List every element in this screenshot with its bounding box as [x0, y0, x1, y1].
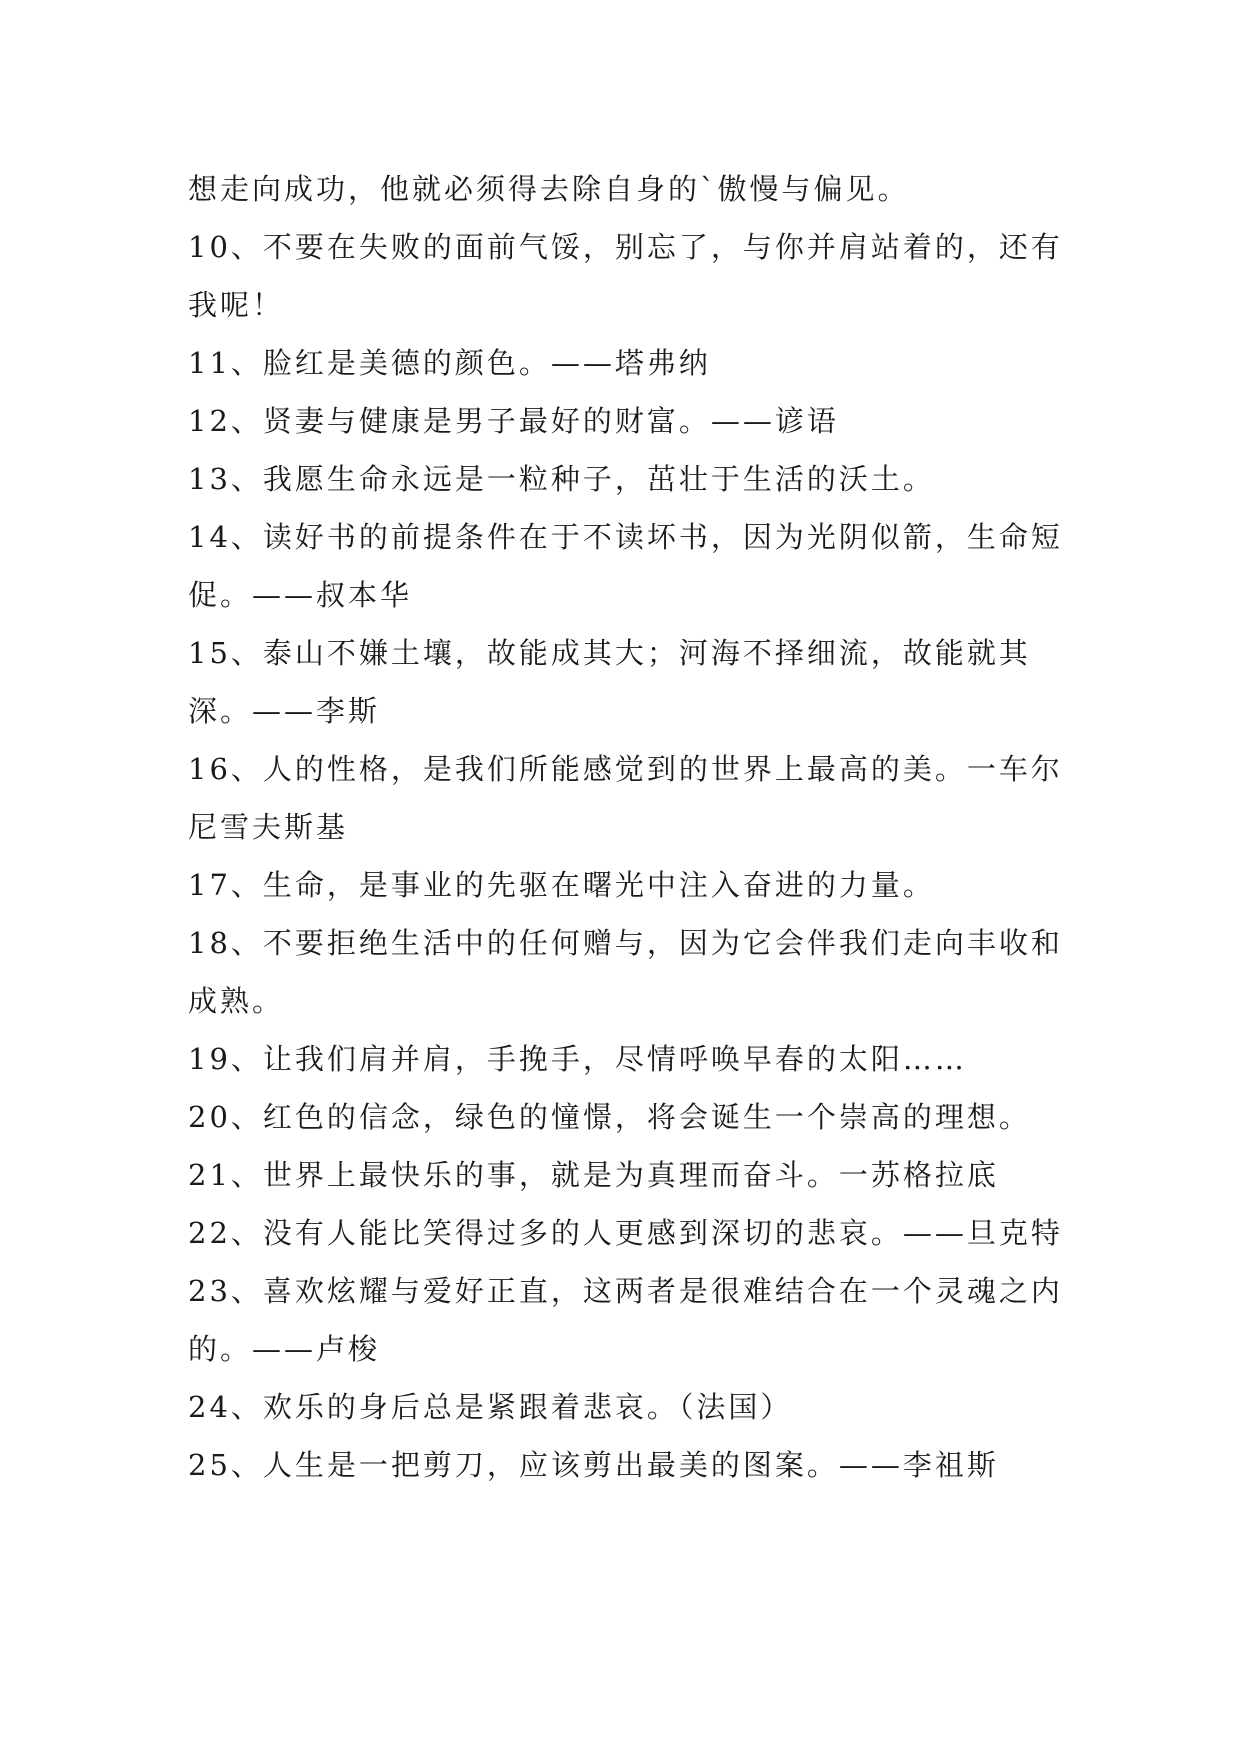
quote-item-23: 23、喜欢炫耀与爱好正直，这两者是很难结合在一个灵魂之内的。——卢梭: [188, 1274, 1063, 1366]
quote-item-20: 20、红色的信念，绿色的憧憬，将会诞生一个崇高的理想。: [188, 1100, 1031, 1134]
quote-item-14: 14、读好书的前提条件在于不读坏书，因为光阴似箭，生命短促。——叔本华: [188, 520, 1063, 612]
quote-item-18: 18、不要拒绝生活中的任何赠与，因为它会伴我们走向丰收和成熟。: [188, 926, 1063, 1018]
quote-item-15: 15、泰山不嫌土壤，故能成其大；河海不择细流，故能就其深。——李斯: [188, 636, 1031, 728]
quote-item-13: 13、我愿生命永远是一粒种子，茁壮于生活的沃土。: [188, 462, 935, 496]
paragraph-continuation: 想走向成功，他就必须得去除自身的`傲慢与偏见。: [188, 172, 910, 206]
quote-item-19: 19、让我们肩并肩，手挽手，尽情呼唤早春的太阳……: [188, 1042, 967, 1076]
quote-item-22: 22、没有人能比笑得过多的人更感到深切的悲哀。——旦克特: [188, 1216, 1063, 1250]
quote-item-16: 16、人的性格，是我们所能感觉到的世界上最高的美。一车尔尼雪夫斯基: [188, 752, 1063, 844]
quote-item-24: 24、欢乐的身后总是紧跟着悲哀。（法国）: [188, 1390, 793, 1424]
quote-item-10: 10、不要在失败的面前气馁，别忘了，与你并肩站着的，还有我呢！: [188, 230, 1063, 322]
document-body: [188, 160, 1068, 1494]
quote-item-12: 12、贤妻与健康是男子最好的财富。——谚语: [188, 404, 839, 438]
quote-item-11: 11、脸红是美德的颜色。——塔弗纳: [188, 346, 711, 380]
quote-item-17: 17、生命，是事业的先驱在曙光中注入奋进的力量。: [188, 868, 935, 902]
quote-item-21: 21、世界上最快乐的事，就是为真理而奋斗。一苏格拉底: [188, 1158, 999, 1192]
quote-item-25: 25、人生是一把剪刀，应该剪出最美的图案。——李祖斯: [188, 1448, 999, 1482]
